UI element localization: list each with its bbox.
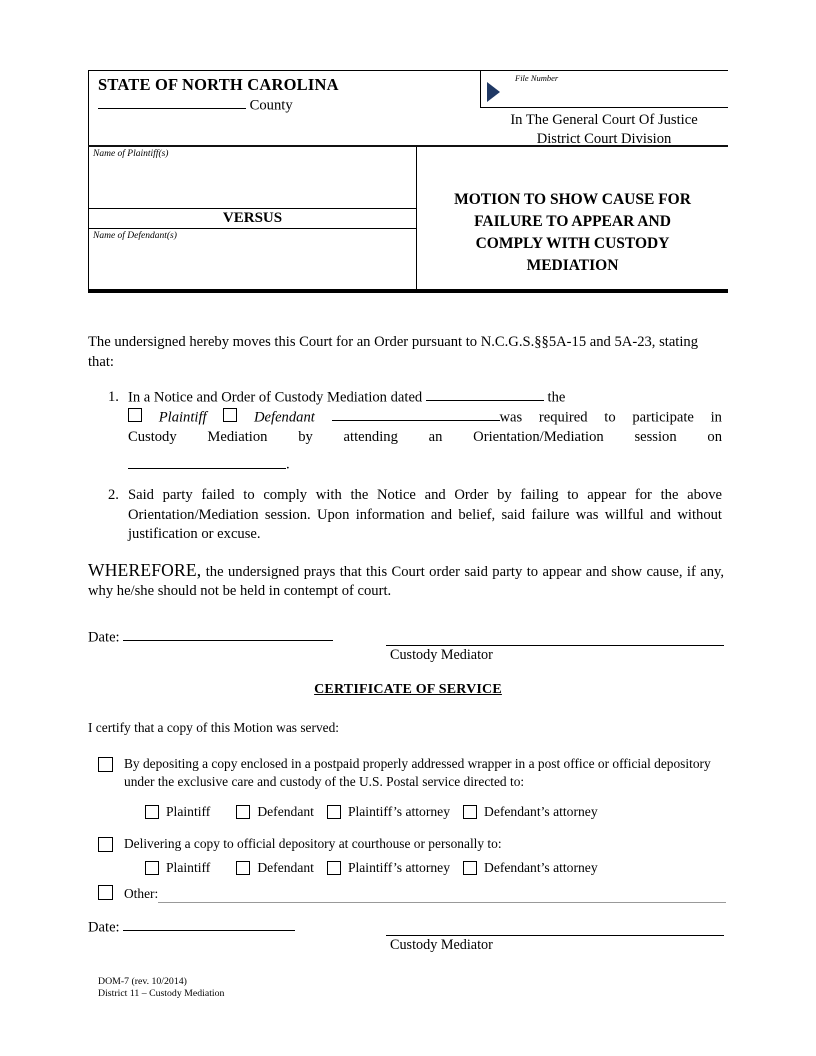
versus-label: VERSUS [89, 208, 416, 229]
form-title-line: COMPLY WITH CUSTODY [475, 235, 670, 252]
form-district: District 11 – Custody Mediation [98, 987, 225, 999]
date-label-1: Date: [88, 629, 120, 646]
item1-line1: In a Notice and Order of Custody Mediation dated the [128, 389, 566, 406]
mediator-caption-1: Custody Mediator [390, 646, 493, 663]
court-line-2: District Court Division [536, 131, 672, 147]
date-label-2: Date: [88, 919, 120, 936]
delivery-plaintiff-attorney-label: Plaintiff’s attorney [347, 859, 450, 875]
mail-plaintiff-checkbox[interactable] [145, 805, 159, 819]
date-field-2 [88, 918, 386, 954]
county-label: County [249, 97, 293, 114]
delivery-party-row [88, 860, 728, 876]
form-number: DOM-7 (rev. 10/2014) [98, 975, 187, 987]
item1-defendant-checkbox[interactable] [223, 408, 237, 422]
mail-defendant-attorney-checkbox[interactable] [463, 805, 477, 819]
other-blank[interactable] [158, 886, 726, 903]
delivery-defendant-label: Defendant [257, 859, 314, 875]
form-title-line: FAILURE TO APPEAR AND [474, 213, 671, 230]
item1-plaintiff-label: Plaintiff [158, 409, 207, 426]
court-cell [480, 71, 728, 145]
county-line [98, 96, 480, 114]
item-1-number: 1. [108, 389, 119, 405]
mail-plaintiff-attorney-checkbox[interactable] [327, 805, 341, 819]
file-number-label: File Number [515, 73, 559, 83]
item-1 [88, 388, 722, 475]
date-field-1 [88, 628, 386, 664]
plaintiff-name-area[interactable] [89, 147, 416, 208]
delivery-plaintiff-checkbox[interactable] [145, 861, 159, 875]
delivery-defendant-checkbox[interactable] [236, 861, 250, 875]
state-county-cell [88, 71, 480, 145]
date-blank-1[interactable] [123, 628, 333, 641]
mail-defendant-label: Defendant [257, 803, 314, 819]
plaintiff-name-label: Name of Plaintiff(s) [93, 149, 169, 159]
mediator-signature-line-1[interactable] [386, 628, 724, 646]
mail-plaintiff-label: Plaintiff [166, 803, 211, 819]
delivery-defendant-attorney-label: Defendant’s attorney [484, 859, 598, 875]
file-number-arrow-icon [487, 82, 500, 102]
court-line-1: In The General Court Of Justice [510, 112, 698, 128]
header-bottom-row [88, 147, 728, 289]
title-cell [417, 147, 728, 289]
item-2 [88, 486, 722, 545]
form-title-line: MOTION TO SHOW CAUSE FOR [454, 191, 691, 208]
defendant-name-area[interactable] [89, 229, 416, 290]
mail-defendant-attorney-label: Defendant’s attorney [484, 803, 598, 819]
service-option-other [88, 885, 728, 903]
serve-mail-checkbox[interactable] [98, 757, 113, 772]
item1-line3: Custody Mediation by attending an Orientation/Mediation session on [128, 428, 722, 445]
certify-intro: I certify that a copy of this Motion was served: [88, 719, 340, 735]
service-option-mail [88, 755, 728, 791]
date-blank-2[interactable] [123, 918, 295, 931]
serve-delivery-checkbox[interactable] [98, 837, 113, 852]
service-option-delivery [88, 835, 728, 853]
form-title-line: MEDIATION [526, 257, 619, 274]
item-2-number: 2. [108, 487, 119, 504]
signature-block-2 [88, 918, 728, 954]
parties-cell [88, 147, 417, 289]
mail-defendant-checkbox[interactable] [236, 805, 250, 819]
form-header [88, 70, 728, 293]
certificate-heading: CERTIFICATE OF SERVICE [314, 681, 502, 697]
mediation-date-blank[interactable] [426, 388, 544, 401]
wherefore-rest: the undersigned prays that this Court order said party to appear and show cause, if any, why he/she should not be held in contempt of court. [88, 563, 725, 600]
state-title: STATE OF NORTH CAROLINA [98, 75, 339, 94]
delivery-defendant-attorney-checkbox[interactable] [463, 861, 477, 875]
mediator-signature-1 [386, 628, 724, 664]
county-blank[interactable] [98, 96, 246, 109]
file-number-box[interactable] [480, 71, 728, 108]
serve-delivery-text: Delivering a copy to official depository at courthouse or personally to: [124, 835, 502, 851]
session-date-blank[interactable] [128, 455, 286, 468]
header-top-row [88, 71, 728, 147]
mediator-signature-2 [386, 918, 724, 954]
other-checkbox[interactable] [98, 885, 113, 900]
form-footer [88, 976, 728, 1000]
party-name-blank[interactable] [332, 408, 500, 421]
item1-defendant-label: Defendant [254, 409, 315, 426]
wherefore-word: WHEREFORE, [88, 559, 202, 580]
signature-block-1 [88, 628, 728, 664]
mail-plaintiff-attorney-label: Plaintiff’s attorney [347, 803, 450, 819]
mediator-caption-2: Custody Mediator [390, 936, 493, 953]
other-label: Other: [124, 885, 159, 901]
delivery-plaintiff-label: Plaintiff [166, 859, 211, 875]
item1-line2: Plaintiff Defendant was required to participate in [128, 408, 722, 428]
item1-line4: . [128, 455, 722, 475]
intro-paragraph: The undersigned hereby moves this Court for an Order pursuant to N.C.G.S.§§5A-15 and 5A-23, stating that: [88, 334, 698, 370]
delivery-plaintiff-attorney-checkbox[interactable] [327, 861, 341, 875]
wherefore-paragraph [88, 561, 724, 602]
serve-mail-text: By depositing a copy enclosed in a postpaid properly addressed wrapper in a post office or official depository under the exclusive care and custody of the U.S. Postal service directed to: [124, 755, 711, 789]
mail-party-row [88, 804, 728, 820]
court-caption [480, 111, 728, 149]
form-title [417, 189, 728, 277]
item-2-text: Said party failed to comply with the Notice and Order by failing to appear for the above Orientation/Mediation session. Upon information and belief, said failure was willful and without justification or excuse. [128, 487, 722, 543]
mediator-signature-line-2[interactable] [386, 918, 724, 936]
defendant-name-label: Name of Defendant(s) [93, 230, 177, 241]
item1-plaintiff-checkbox[interactable] [128, 408, 142, 422]
